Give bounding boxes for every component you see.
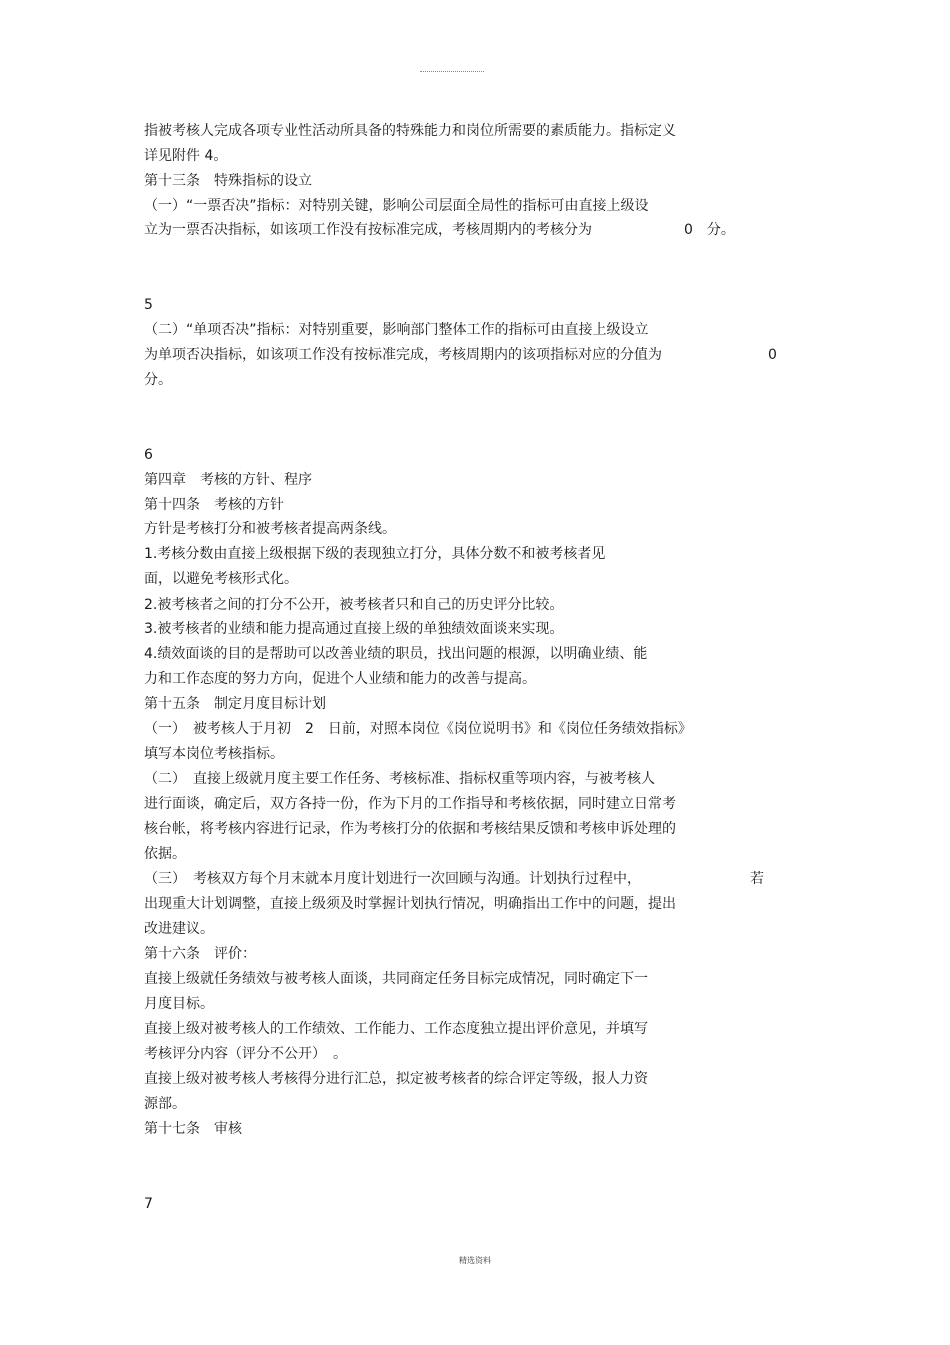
text-line: 源部。	[144, 1096, 186, 1112]
text-line: 核台帐，将考核内容进行记录，作为考核打分的依据和考核结果反馈和考核申诉处理的	[144, 821, 676, 837]
text-line: 立为一票否决指标，如该项工作没有按标准完成，考核周期内的考核分为	[144, 222, 592, 238]
text-line: 详见附件 4。	[144, 148, 228, 164]
text-line: 直接上级就任务绩效与被考核人面谈，共同商定任务目标完成情况，同时确定下一	[144, 971, 648, 987]
text-line: 3.被考核者的业绩和能力提高通过直接上级的单独绩效面谈来实现。	[144, 621, 564, 637]
page-number: 6	[144, 447, 153, 463]
score-fragment: 0	[768, 347, 777, 363]
text-line: 2.被考核者之间的打分不公开，被考核者只和自己的历史评分比较。	[144, 597, 564, 613]
text-line: 指被考核人完成各项专业性活动所具备的特殊能力和岗位所需要的素质能力。指标定义	[144, 123, 676, 139]
section-heading: 第十四条 考核的方针	[144, 497, 284, 513]
page-footer: 精选资料	[459, 1256, 491, 1265]
score-fragment: 0 分。	[684, 222, 735, 238]
text-line: 月度目标。	[144, 996, 214, 1012]
text-line: 直接上级对被考核人的工作绩效、工作能力、工作态度独立提出评价意见，并填写	[144, 1021, 648, 1037]
section-heading: 第十七条 审核	[144, 1121, 242, 1137]
text-line: （一） 被考核人于月初 2 日前，对照本岗位《岗位说明书》和《岗位任务绩效指标》	[144, 721, 692, 737]
text-line: 方针是考核打分和被考核者提高两条线。	[144, 521, 396, 537]
section-heading: 第十三条 特殊指标的设立	[144, 173, 312, 189]
text-line: （二）“单项否决”指标：对特别重要，影响部门整体工作的指标可由直接上级设立	[144, 322, 649, 338]
text-line: 改进建议。	[144, 921, 214, 937]
text-line: 依据。	[144, 846, 186, 862]
section-heading: 第十五条 制定月度目标计划	[144, 696, 326, 712]
text-fragment: 若	[750, 871, 764, 887]
text-line: 1.考核分数由直接上级根据下级的表现独立打分，具体分数不和被考核者见	[144, 546, 606, 562]
text-line: 填写本岗位考核指标。	[144, 746, 284, 762]
chapter-heading: 第四章 考核的方针、程序	[144, 472, 312, 488]
text-line: （二） 直接上级就月度主要工作任务、考核标准、指标权重等项内容，与被考核人	[144, 771, 655, 787]
text-line: 进行面谈，确定后，双方各持一份，作为下月的工作指导和考核依据，同时建立日常考	[144, 796, 676, 812]
text-line: 4.绩效面谈的目的是帮助可以改善业绩的职员，找出问题的根源，以明确业绩、能	[144, 646, 648, 662]
text-line: 出现重大计划调整，直接上级须及时掌握计划执行情况，明确指出工作中的问题，提出	[144, 896, 676, 912]
text-line: 为单项否决指标，如该项工作没有按标准完成，考核周期内的该项指标对应的分值为	[144, 347, 662, 363]
text-line: 分。	[144, 372, 172, 388]
text-line: （三） 考核双方每个月末就本月度计划进行一次回顾与沟通。计划执行过程中，	[144, 871, 641, 887]
page-number: 7	[144, 1196, 153, 1212]
section-heading: 第十六条 评价：	[144, 946, 256, 962]
page-number: 5	[144, 297, 153, 313]
text-line: 面，以避免考核形式化。	[144, 571, 298, 587]
text-line: 考核评分内容（评分不公开） 。	[144, 1046, 347, 1062]
text-line: 力和工作态度的努力方向，促进个人业绩和能力的改善与提高。	[144, 671, 536, 687]
text-line: （一）“一票否决”指标：对特别关键，影响公司层面全局性的指标可由直接上级设	[144, 198, 649, 214]
text-line: 直接上级对被考核人考核得分进行汇总，拟定被考核者的综合评定等级，报人力资	[144, 1071, 648, 1087]
header-rule	[420, 71, 484, 72]
